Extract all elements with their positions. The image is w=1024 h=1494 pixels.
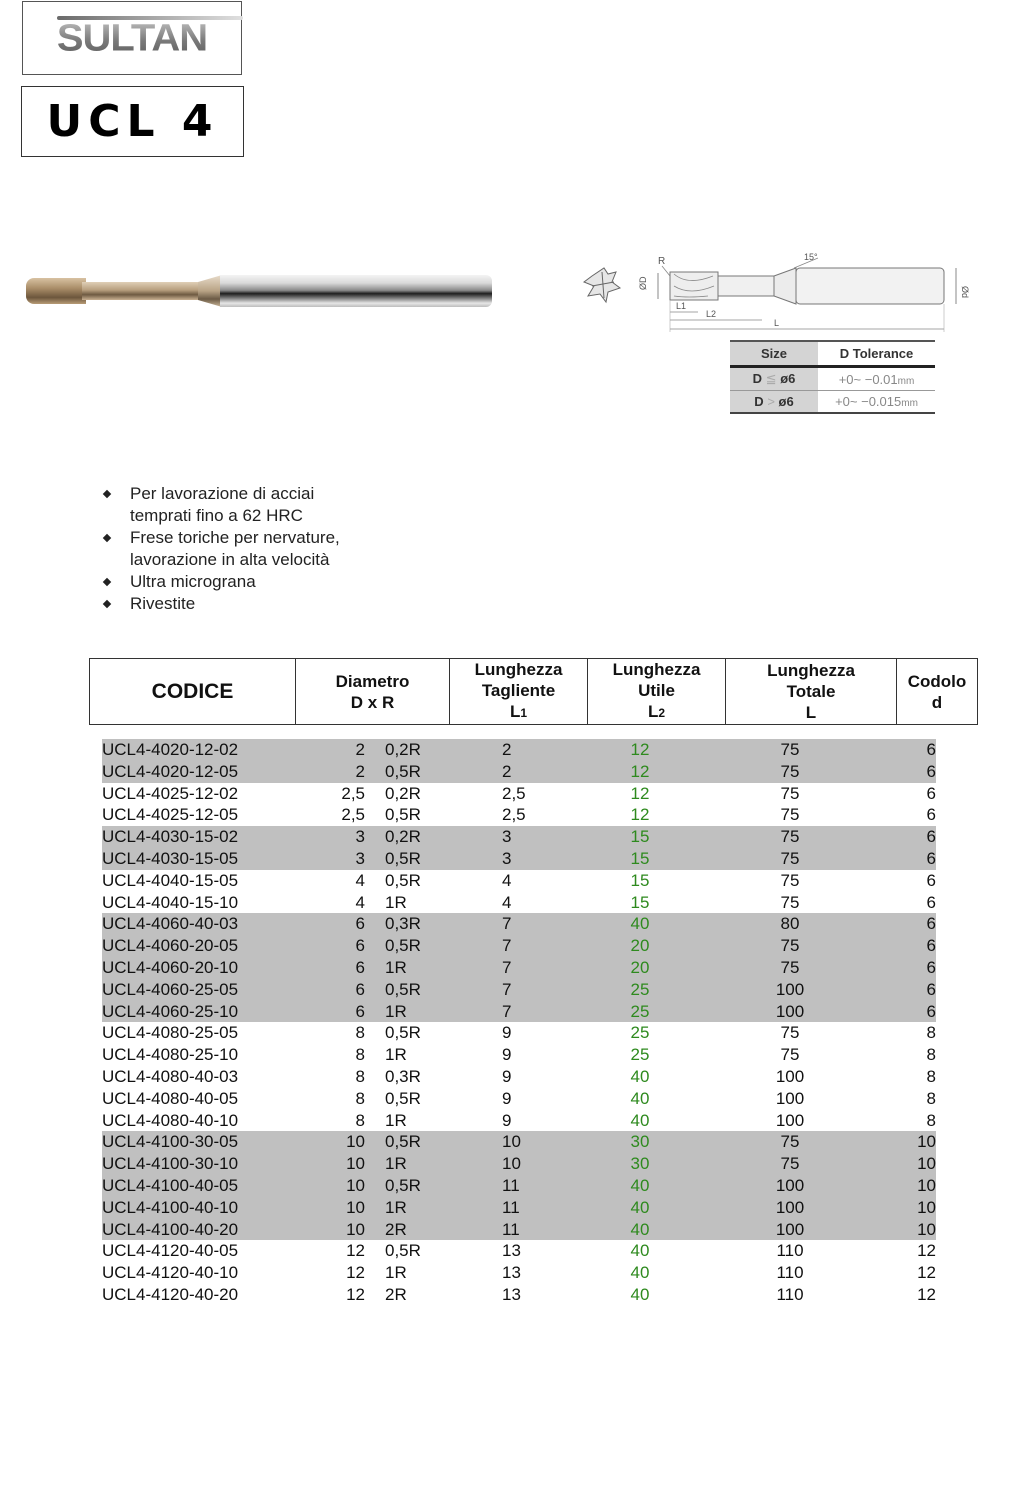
header-codice [90,659,296,724]
useful-length-cell: 30 [630,1132,650,1152]
model-title-box [21,86,244,157]
brand-logo [22,1,242,75]
diameter-cell: 6 [355,957,365,977]
diameter-cell: 12 [346,1241,365,1261]
cutting-length-cell: 10 [502,1132,521,1152]
l2-label: L2 [706,309,717,319]
corner-radius-cell: 1R [385,1110,407,1130]
cutting-length-cell: 2 [502,740,512,759]
cutting-length-cell: 3 [502,827,512,847]
corner-radius-cell: 0,5R [385,1175,421,1195]
tool-neck [82,282,202,300]
tolerance-value: +0~ −0.01 [838,371,898,387]
corner-radius-cell: 0,3R [385,1066,421,1086]
feature-text: temprati fino a 62 HRC [130,506,303,525]
total-length-cell: 100 [775,1066,805,1086]
size-symbol: > [767,394,775,409]
tool-shank [220,275,492,307]
cutting-length-cell: 11 [502,1197,520,1217]
feature-item [104,483,340,527]
total-length-cell: 75 [780,892,800,912]
size-value: ø6 [780,371,796,386]
table-row [102,848,936,870]
useful-length-cell: 12 [630,805,650,825]
cutting-length-cell: 9 [502,1088,512,1108]
header-lunghezza-tagliente [450,659,588,724]
product-code-cell: UCL4-4100-30-10 [102,1154,239,1174]
corner-radius-cell: 1R [385,1045,407,1065]
total-length-cell: 75 [780,827,800,847]
technical-drawing [578,246,978,346]
table-row [102,957,936,979]
diameter-cell: 10 [346,1175,365,1195]
total-length-cell: 110 [776,1241,804,1261]
feature-text: Rivestite [130,594,196,613]
useful-length-cell: 25 [630,979,650,999]
diameter-cell: 4 [355,892,365,912]
table-row [102,1022,936,1044]
cutting-length-cell: 7 [502,979,512,999]
total-length-cell: 75 [780,1132,800,1152]
product-code-cell: UCL4-4080-40-10 [102,1110,239,1130]
header-symbol: L [509,702,521,721]
shank-diameter-cell: 6 [926,783,936,803]
table-row [102,870,936,892]
shank-diameter-cell: 6 [926,979,936,999]
corner-radius-cell: 0,5R [385,1241,421,1261]
tolerance-value: +0~ −0.015 [835,394,902,409]
total-length-cell: 75 [780,761,800,781]
table-row [102,761,936,783]
diameter-cell: 8 [355,1088,365,1108]
corner-radius-cell: 0,5R [385,1023,421,1043]
cutting-length-cell: 3 [502,848,512,868]
cutting-length-cell: 2,5 [502,805,526,825]
cutting-length-cell: 10 [502,1154,521,1174]
header-text: Codolo [907,671,967,691]
tool-taper [198,275,222,307]
diameter-label: ØD [638,276,648,290]
useful-length-cell: 40 [630,1088,650,1108]
useful-length-cell: 20 [630,957,650,977]
product-code-cell: UCL4-4100-40-05 [102,1175,239,1195]
corner-radius-cell: 1R [385,1001,407,1021]
table-row [102,892,936,914]
product-code-cell: UCL4-4080-25-10 [102,1045,239,1065]
corner-radius-cell: 2R [385,1284,407,1304]
total-length-cell: 75 [780,870,800,890]
useful-length-cell: 40 [630,1219,650,1239]
useful-length-cell: 15 [630,827,650,847]
table-row [102,1240,936,1262]
table-row [102,1284,936,1306]
table-row [102,913,936,935]
useful-length-cell: 40 [630,1066,650,1086]
useful-length-cell: 40 [630,914,650,934]
l-label: L [774,318,780,328]
spec-table-header [89,658,978,725]
useful-length-cell: 12 [630,740,650,759]
tolerance-unit: mm [901,398,918,409]
cutting-length-cell: 4 [502,870,512,890]
product-code-cell: UCL4-4120-40-10 [102,1263,239,1283]
shank-diameter-cell: 6 [926,936,936,956]
corner-radius-cell: 1R [385,1263,407,1283]
diameter-cell: 10 [346,1132,365,1152]
cutting-length-cell: 11 [502,1175,520,1195]
header-text: d [931,692,943,712]
shank-diameter-cell: 12 [917,1241,936,1261]
total-length-cell: 75 [780,783,800,803]
header-text: Lunghezza [767,661,855,680]
diameter-cell: 6 [355,914,365,934]
diameter-cell: 8 [355,1023,365,1043]
feature-item [104,593,340,615]
table-row [102,1110,936,1132]
useful-length-cell: 25 [630,1023,650,1043]
product-code-cell: UCL4-4030-15-05 [102,848,239,868]
product-code-cell: UCL4-4060-25-05 [102,979,239,999]
shank-diameter-cell: 6 [926,870,936,890]
product-code-cell: UCL4-4040-15-05 [102,870,239,890]
useful-length-cell: 25 [630,1001,650,1021]
total-length-cell: 75 [780,1023,800,1043]
table-row [102,1153,936,1175]
shank-diameter-cell: 6 [926,892,936,912]
product-code-cell: UCL4-4060-20-10 [102,957,239,977]
size-d: D [752,371,763,386]
feature-text: lavorazione in alta velocità [130,550,330,569]
product-code-cell: UCL4-4080-40-05 [102,1088,239,1108]
diamond-bullet-icon [103,534,111,542]
total-length-cell: 100 [775,1175,805,1195]
shank-diameter-cell: 12 [917,1263,936,1283]
useful-length-cell: 25 [630,1045,650,1065]
table-row [102,1088,936,1110]
header-subscript: 2 [658,706,666,720]
total-length-cell: 100 [775,1110,805,1130]
total-length-cell: 100 [775,979,805,999]
end-mill-photo [22,270,497,314]
shank-diameter-cell: 6 [926,1001,936,1021]
cutting-length-cell: 7 [502,936,512,956]
shank-diameter-cell: 8 [926,1088,936,1108]
useful-length-cell: 40 [630,1110,650,1130]
diameter-cell: 2 [355,740,365,759]
diameter-cell: 8 [355,1110,365,1130]
cutting-length-cell: 13 [502,1241,521,1261]
product-code-cell: UCL4-4120-40-20 [102,1284,239,1304]
product-code-cell: UCL4-4060-40-03 [102,914,239,934]
radius-label: R [658,256,666,267]
table-row [102,1001,936,1023]
cutting-length-cell: 7 [502,957,512,977]
total-length-cell: 100 [775,1197,805,1217]
product-code-cell: UCL4-4060-20-05 [102,936,239,956]
useful-length-cell: 30 [630,1154,650,1174]
header-diametro [296,659,450,724]
total-length-cell: 75 [780,957,800,977]
table-row [102,1262,936,1284]
header-lunghezza-totale [726,659,897,724]
cutting-length-cell: 7 [502,1001,512,1021]
tolerance-unit: mm [897,375,915,387]
shank-diameter-cell: 6 [926,914,936,934]
tolerance-row [730,391,935,414]
end-view-icon [584,268,620,302]
tolerance-header-tolerance: D Tolerance [818,341,935,367]
total-length-cell: 75 [780,1154,800,1174]
corner-radius-cell: 0,5R [385,805,421,825]
table-row [102,1131,936,1153]
diameter-cell: 6 [355,1001,365,1021]
header-symbol: L [647,702,659,721]
corner-radius-cell: 0,5R [385,1088,421,1108]
diameter-cell: 10 [346,1219,365,1239]
header-lunghezza-utile [588,659,726,724]
diameter-cell: 3 [355,827,365,847]
diameter-cell: 10 [346,1154,365,1174]
size-value: ø6 [778,394,794,409]
product-code-cell: UCL4-4100-40-20 [102,1219,239,1239]
diameter-cell: 12 [346,1284,365,1304]
diameter-cell: 2,5 [341,805,365,825]
diameter-cell: 3 [355,848,365,868]
product-code-cell: UCL4-4025-12-05 [102,805,239,825]
corner-radius-cell: 0,2R [385,827,421,847]
useful-length-cell: 12 [630,783,650,803]
total-length-cell: 110 [776,1284,804,1304]
total-length-cell: 75 [780,936,800,956]
cutting-length-cell: 7 [502,914,512,934]
diameter-cell: 8 [355,1045,365,1065]
shank-diameter-cell: 8 [926,1066,936,1086]
tolerance-table [730,340,935,414]
corner-radius-cell: 0,5R [385,936,421,956]
total-length-cell: 80 [780,914,800,934]
useful-length-cell: 40 [630,1263,650,1283]
useful-length-cell: 15 [630,870,650,890]
cutting-length-cell: 2,5 [502,783,526,803]
corner-radius-cell: 2R [385,1219,407,1239]
useful-length-cell: 20 [630,936,650,956]
header-codolo [897,659,977,724]
shank-diameter-cell: 6 [926,805,936,825]
shank-diameter-cell: 6 [926,848,936,868]
corner-radius-cell: 1R [385,1197,407,1217]
cutting-length-cell: 13 [502,1284,521,1304]
product-code-cell: UCL4-4100-40-10 [102,1197,239,1217]
table-row [102,1219,936,1241]
product-code-cell: UCL4-4120-40-05 [102,1241,239,1261]
size-d: D [754,394,764,409]
tool-cutting-head [26,278,86,304]
useful-length-cell: 40 [630,1241,650,1261]
cutting-length-cell: 11 [502,1219,520,1239]
header-text: Lunghezza [612,660,701,679]
product-code-cell: UCL4-4100-30-05 [102,1132,239,1152]
header-symbol: L [805,703,817,722]
cutting-length-cell: 2 [502,761,512,781]
diameter-cell: 6 [355,936,365,956]
table-row [102,804,936,826]
shank-diameter-cell: 10 [917,1132,936,1152]
cutting-length-cell: 9 [502,1045,512,1065]
diameter-cell: 10 [346,1197,365,1217]
corner-radius-cell: 0,5R [385,848,421,868]
shank-diameter-cell: 6 [926,827,936,847]
shank-diameter-cell: 6 [926,740,936,759]
cutting-length-cell: 4 [502,892,512,912]
header-text: Diametro [335,671,410,691]
total-length-cell: 75 [780,740,800,759]
shank-diameter-cell: 6 [926,761,936,781]
corner-radius-cell: 1R [385,957,407,977]
total-length-cell: 100 [775,1001,805,1021]
l1-label: L1 [676,301,687,311]
feature-text: Ultra micrograna [130,572,256,591]
table-row [102,979,936,1001]
header-text: Tagliente [481,681,556,700]
cutting-length-cell: 9 [502,1023,512,1043]
corner-radius-cell: 0,2R [385,740,421,759]
cutting-length-cell: 13 [502,1263,521,1283]
shank-diameter-cell: 8 [926,1023,936,1043]
useful-length-cell: 15 [630,892,650,912]
corner-radius-cell: 0,3R [385,914,421,934]
corner-radius-cell: 1R [385,892,407,912]
diamond-bullet-icon [103,578,111,586]
table-row [102,1197,936,1219]
diameter-cell: 4 [355,870,365,890]
table-row [102,1066,936,1088]
diameter-cell: 8 [355,1066,365,1086]
cutting-length-cell: 9 [502,1066,512,1086]
diamond-bullet-icon [103,600,111,608]
total-length-cell: 75 [780,805,800,825]
shank-diameter-cell: 10 [917,1219,936,1239]
useful-length-cell: 12 [630,761,650,781]
table-row [102,739,936,761]
header-text: Utile [638,681,675,700]
shank-diameter-cell: 10 [917,1154,936,1174]
feature-text: Per lavorazione di acciai [130,484,315,503]
table-row [102,1044,936,1066]
table-row [102,935,936,957]
useful-length-cell: 15 [630,848,650,868]
table-row [102,783,936,805]
total-length-cell: 110 [776,1263,804,1283]
shank-diameter-cell: 8 [926,1045,936,1065]
shank-diameter-cell: 10 [917,1175,936,1195]
shank-diameter-label: Ød [960,286,970,299]
feature-item [104,527,340,571]
corner-radius-cell: 0,5R [385,870,421,890]
shank-diameter-cell: 12 [917,1284,936,1304]
angle-label: 15° [804,252,818,262]
diameter-cell: 12 [346,1263,365,1283]
cutting-length-cell: 9 [502,1110,512,1130]
corner-radius-cell: 0,5R [385,979,421,999]
tolerance-row [730,367,935,391]
product-code-cell: UCL4-4025-12-02 [102,783,239,803]
total-length-cell: 75 [780,848,800,868]
diameter-cell: 2,5 [341,783,365,803]
total-length-cell: 75 [780,1045,800,1065]
diameter-cell: 2 [355,761,365,781]
product-code-cell: UCL4-4030-15-02 [102,827,239,847]
logo-text: SULTAN [56,16,208,59]
header-text: Lunghezza [474,660,563,679]
useful-length-cell: 40 [630,1197,650,1217]
shank-diameter-cell: 6 [926,957,936,977]
diameter-cell: 6 [355,979,365,999]
corner-radius-cell: 0,5R [385,1132,421,1152]
header-text: Totale [786,682,836,701]
shank-diameter-cell: 10 [917,1197,936,1217]
tolerance-header-size: Size [730,341,818,367]
feature-text: Frese toriche per nervature, [130,528,340,547]
diamond-bullet-icon [103,490,111,498]
size-symbol: ≦ [765,371,777,386]
table-row [102,1175,936,1197]
useful-length-cell: 40 [630,1284,650,1304]
product-code-cell: UCL4-4020-12-05 [102,761,239,781]
total-length-cell: 100 [775,1219,805,1239]
corner-radius-cell: 0,5R [385,761,421,781]
table-row [102,826,936,848]
product-code-cell: UCL4-4060-25-10 [102,1001,239,1021]
model-title: UCL 4 [46,96,219,147]
feature-list [104,483,340,615]
product-code-cell: UCL4-4020-12-02 [102,740,239,759]
corner-radius-cell: 1R [385,1154,407,1174]
product-code-cell: UCL4-4080-25-05 [102,1023,239,1043]
total-length-cell: 100 [775,1088,805,1108]
header-subscript: 1 [520,706,528,720]
shank-diameter-cell: 8 [926,1110,936,1130]
feature-item [104,571,340,593]
corner-radius-cell: 0,2R [385,783,421,803]
header-text: D x R [350,692,395,712]
header-text: CODICE [151,680,234,703]
spec-table-body [102,739,936,1306]
product-code-cell: UCL4-4040-15-10 [102,892,239,912]
useful-length-cell: 40 [630,1175,650,1195]
product-code-cell: UCL4-4080-40-03 [102,1066,239,1086]
